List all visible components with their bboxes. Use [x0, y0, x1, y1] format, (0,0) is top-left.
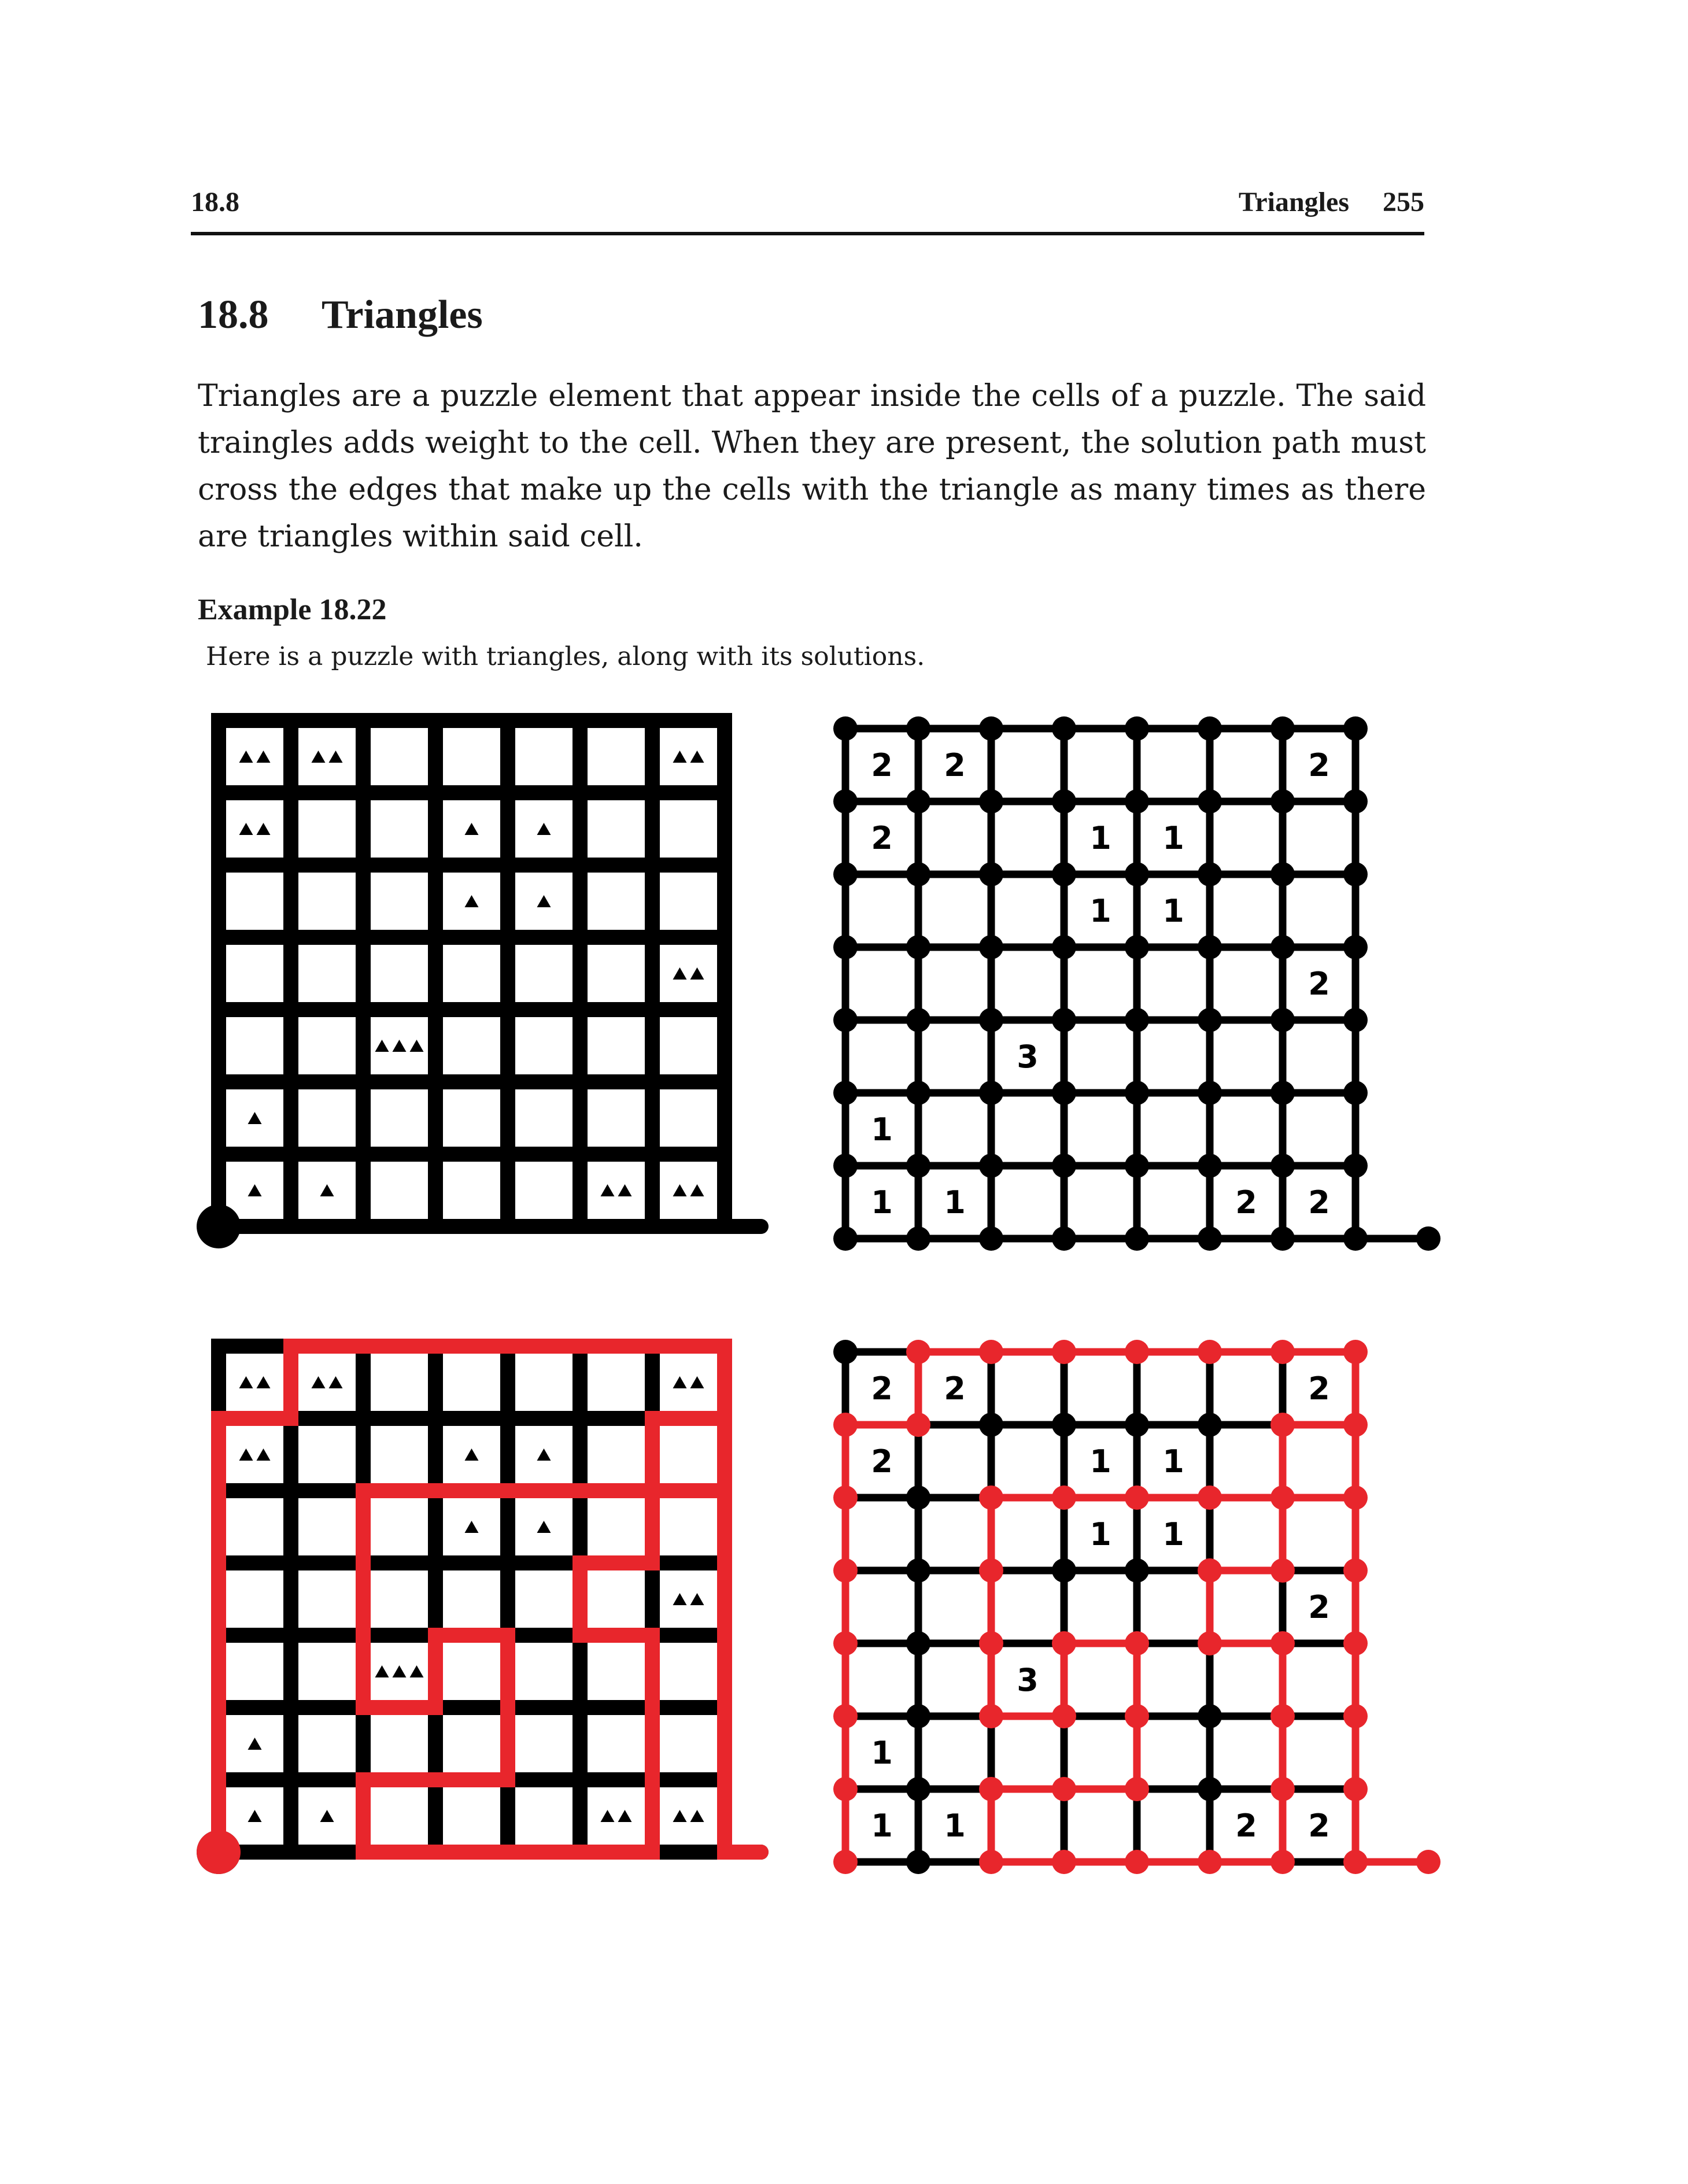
page-number: 255: [1383, 187, 1424, 217]
grid-cell: [588, 1498, 645, 1555]
vertex-dot: [1198, 935, 1222, 959]
grid-cell: [588, 728, 645, 785]
grid-cell: [226, 1570, 283, 1628]
cell-weight-label: 1: [1162, 1443, 1184, 1480]
vertex-dot: [1270, 1485, 1295, 1510]
cell-weight-label: 2: [871, 1370, 893, 1407]
cell-weight-label: 2: [1308, 966, 1330, 1002]
vertex-dot: [1343, 716, 1368, 741]
vertex-dot: [833, 935, 858, 959]
vertex-dot: [1343, 1226, 1368, 1251]
cell-weight-label: 2: [944, 1370, 966, 1407]
vertex-dot: [833, 1008, 858, 1032]
grid-cell: [660, 1089, 717, 1147]
grid-cell: [298, 1643, 356, 1700]
grid-cell: [443, 1017, 500, 1074]
vertex-dot: [1270, 1558, 1295, 1583]
vertex-dot: [1198, 862, 1222, 886]
vertex-dot: [1052, 1340, 1076, 1364]
grid-cell: [298, 728, 356, 785]
grid-cell: [660, 1017, 717, 1074]
cell-weight-label: 2: [871, 1443, 893, 1480]
vertex-dot: [1270, 1340, 1295, 1364]
grid-cell: [588, 945, 645, 1002]
vertex-dot: [1198, 1631, 1222, 1655]
vertex-dot: [1270, 862, 1295, 886]
cell-weight-label: 2: [1235, 1808, 1257, 1844]
grid-cell: [588, 1570, 645, 1628]
vertex-dot: [833, 1850, 858, 1874]
vertex-dot: [1125, 1081, 1149, 1105]
vertex-dot: [1052, 1154, 1076, 1178]
vertex-dot: [1198, 1154, 1222, 1178]
vertex-dot: [979, 935, 1003, 959]
grid-cell: [515, 945, 572, 1002]
grid-cell: [588, 1787, 645, 1845]
vertex-dot: [979, 789, 1003, 814]
grid-cell: [515, 1570, 572, 1628]
vertex-dot: [1052, 1777, 1076, 1801]
vertex-dot: [1125, 1850, 1149, 1874]
grid-cell: [660, 728, 717, 785]
grid-cell: [371, 873, 428, 930]
vertex-dot: [979, 1704, 1003, 1728]
vertex-dot: [1052, 1413, 1076, 1437]
vertex-dot: [833, 1558, 858, 1583]
cell-weight-label: 2: [1308, 1184, 1330, 1221]
grid-cell: [660, 873, 717, 930]
vertex-dot: [833, 1704, 858, 1728]
vertex-dot: [906, 1081, 930, 1105]
vertex-dot: [906, 716, 930, 741]
vertex-dot: [1343, 1413, 1368, 1437]
grid-cell: [371, 1354, 428, 1411]
grid-cell: [443, 1162, 500, 1219]
section-number: 18.8: [198, 293, 269, 337]
grid-cell: [660, 945, 717, 1002]
grid-cell: [515, 1715, 572, 1772]
grid-cell: [371, 1426, 428, 1483]
grid-cell: [515, 728, 572, 785]
grid-cell: [515, 1354, 572, 1411]
vertex-dot: [1270, 1154, 1295, 1178]
vertex-dot: [833, 1631, 858, 1655]
vertex-dot: [1343, 1154, 1368, 1178]
example-title: Example 18.22: [198, 593, 387, 626]
puzzle-graph: [833, 716, 1440, 1251]
vertex-dot: [906, 1154, 930, 1178]
vertex-dot: [1343, 1485, 1368, 1510]
vertex-dot: [1198, 1340, 1222, 1364]
solution-graph: [833, 1340, 1440, 1874]
vertex-dot: [1125, 862, 1149, 886]
vertex-dot: [1052, 1704, 1076, 1728]
vertex-dot: [1052, 1850, 1076, 1874]
grid-cell: [371, 1498, 428, 1555]
vertex-dot: [979, 862, 1003, 886]
vertex-dot: [1198, 1413, 1222, 1437]
grid-cell: [226, 1017, 283, 1074]
cell-weight-label: 1: [1162, 820, 1184, 856]
grid-cell: [443, 728, 500, 785]
vertex-dot: [906, 1631, 930, 1655]
vertex-dot: [906, 1704, 930, 1728]
exit-dot: [1416, 1850, 1440, 1874]
vertex-dot: [833, 1777, 858, 1801]
cell-weight-label: 1: [1089, 1443, 1111, 1480]
vertex-dot: [1198, 1558, 1222, 1583]
vertex-dot: [1270, 1226, 1295, 1251]
cell-weight-label: 2: [1235, 1184, 1257, 1221]
vertex-dot: [1198, 1777, 1222, 1801]
grid-cell: [660, 800, 717, 858]
cell-weight-label: 1: [1162, 1516, 1184, 1553]
grid-cell: [298, 1089, 356, 1147]
vertex-dot: [1343, 1777, 1368, 1801]
vertex-dot: [1270, 789, 1295, 814]
vertex-dot: [1125, 1226, 1149, 1251]
cell-weight-label: 1: [944, 1808, 966, 1844]
grid-cell: [298, 1426, 356, 1483]
cell-weight-label: 2: [944, 747, 966, 784]
grid-cell: [443, 945, 500, 1002]
vertex-dot: [1052, 716, 1076, 741]
vertex-dot: [1343, 1558, 1368, 1583]
vertex-dot: [1052, 1081, 1076, 1105]
cell-weight-label: 1: [1089, 820, 1111, 856]
vertex-dot: [979, 1777, 1003, 1801]
vertex-dot: [1125, 1008, 1149, 1032]
solution-blocks: [197, 1339, 761, 1874]
section-title: Triangles: [322, 293, 483, 337]
vertex-dot: [979, 1226, 1003, 1251]
vertex-dot: [906, 1777, 930, 1801]
grid-cell: [226, 1426, 283, 1483]
grid-cell: [515, 1162, 572, 1219]
vertex-dot: [979, 1340, 1003, 1364]
grid-cell: [371, 1715, 428, 1772]
cell-weight-label: 2: [1308, 747, 1330, 784]
vertex-dot: [1343, 1340, 1368, 1364]
vertex-dot: [906, 1850, 930, 1874]
vertex-dot: [833, 789, 858, 814]
grid-cell: [588, 1426, 645, 1483]
vertex-dot: [1125, 716, 1149, 741]
vertex-dot: [979, 716, 1003, 741]
vertex-dot: [833, 1226, 858, 1251]
grid-cell: [443, 1354, 500, 1411]
cell-weight-label: 1: [1089, 1516, 1111, 1553]
vertex-dot: [906, 1008, 930, 1032]
vertex-dot: [979, 1081, 1003, 1105]
vertex-dot: [1198, 1704, 1222, 1728]
grid-cell: [443, 1089, 500, 1147]
cell-weight-label: 2: [1308, 1370, 1330, 1407]
vertex-dot: [906, 1413, 930, 1437]
vertex-dot: [1270, 1413, 1295, 1437]
grid-cell: [298, 800, 356, 858]
vertex-dot: [1198, 1226, 1222, 1251]
body-paragraph: Triangles are a puzzle element that appear inside the cells of a puzzle. The said traingles adds weight to the cell. When they are present, the solution path must cross the edges that make up the cells with the triangle as many times as there are triangles within said cell.: [198, 379, 1426, 554]
vertex-dot: [906, 1485, 930, 1510]
grid-cell: [298, 1498, 356, 1555]
grid-cell: [660, 1715, 717, 1772]
vertex-dot: [1052, 1631, 1076, 1655]
vertex-dot: [1270, 1850, 1295, 1874]
grid-cell: [588, 1017, 645, 1074]
grid-cell: [226, 1643, 283, 1700]
grid-cell: [298, 1354, 356, 1411]
vertex-dot: [1343, 1008, 1368, 1032]
vertex-dot: [1198, 716, 1222, 741]
cell-weight-label: 1: [944, 1184, 966, 1221]
grid-cell: [226, 945, 283, 1002]
vertex-dot: [833, 862, 858, 886]
vertex-dot: [1343, 1704, 1368, 1728]
grid-cell: [371, 728, 428, 785]
grid-cell: [298, 873, 356, 930]
cell-weight-label: 1: [1162, 893, 1184, 929]
vertex-dot: [1270, 1704, 1295, 1728]
cell-weight-label: 3: [1017, 1662, 1039, 1698]
vertex-dot: [979, 1154, 1003, 1178]
vertex-dot: [1343, 862, 1368, 886]
running-head-title: Triangles: [1238, 187, 1349, 217]
grid-cell: [588, 800, 645, 858]
grid-cell: [443, 1643, 500, 1700]
cell-weight-label: 2: [871, 747, 893, 784]
vertex-dot: [833, 1154, 858, 1178]
vertex-dot: [979, 1008, 1003, 1032]
cell-weight-label: 1: [871, 1808, 893, 1844]
vertex-dot: [1343, 1850, 1368, 1874]
grid-cell: [226, 800, 283, 858]
vertex-dot: [979, 1631, 1003, 1655]
vertex-dot: [1052, 1485, 1076, 1510]
vertex-dot: [833, 1413, 858, 1437]
vertex-dot: [1125, 1704, 1149, 1728]
puzzle-blocks: [197, 713, 761, 1248]
vertex-dot: [1052, 862, 1076, 886]
grid-cell: [371, 945, 428, 1002]
grid-cell: [515, 1643, 572, 1700]
vertex-dot: [979, 1413, 1003, 1437]
grid-cell: [660, 1643, 717, 1700]
cell-weight-label: 3: [1017, 1039, 1039, 1075]
vertex-dot: [1270, 1631, 1295, 1655]
cell-weight-label: 1: [1089, 893, 1111, 929]
grid-cell: [515, 1017, 572, 1074]
vertex-dot: [1052, 789, 1076, 814]
grid-cell: [371, 1787, 428, 1845]
grid-cell: [660, 1426, 717, 1483]
grid-cell: [515, 1787, 572, 1845]
grid-cell: [443, 1715, 500, 1772]
grid-cell: [371, 1089, 428, 1147]
vertex-dot: [906, 1226, 930, 1251]
grid-cell: [443, 1570, 500, 1628]
vertex-dot: [906, 862, 930, 886]
grid-cell: [226, 1354, 283, 1411]
vertex-dot: [1270, 935, 1295, 959]
vertex-dot: [1198, 789, 1222, 814]
grid-cell: [660, 1498, 717, 1555]
vertex-dot: [833, 1081, 858, 1105]
vertex-dot: [906, 1340, 930, 1364]
vertex-dot: [1270, 716, 1295, 741]
cell-weight-label: 1: [871, 1735, 893, 1771]
vertex-dot: [979, 1558, 1003, 1583]
vertex-dot: [1125, 1413, 1149, 1437]
vertex-dot: [1125, 1631, 1149, 1655]
vertex-dot: [1343, 935, 1368, 959]
cell-weight-label: 2: [1308, 1808, 1330, 1844]
start-circle: [197, 1204, 241, 1248]
grid-cell: [588, 873, 645, 930]
vertex-dot: [1052, 1226, 1076, 1251]
vertex-dot: [1270, 1008, 1295, 1032]
vertex-dot: [833, 1340, 858, 1364]
vertex-dot: [1052, 1558, 1076, 1583]
vertex-dot: [1125, 1485, 1149, 1510]
exit-dot: [1416, 1226, 1440, 1251]
grid-cell: [660, 1787, 717, 1845]
grid-cell: [371, 1570, 428, 1628]
grid-cell: [443, 1787, 500, 1845]
vertex-dot: [1270, 1777, 1295, 1801]
grid-cell: [660, 1354, 717, 1411]
vertex-dot: [906, 935, 930, 959]
vertex-dot: [1198, 1008, 1222, 1032]
cell-weight-label: 2: [1308, 1589, 1330, 1625]
vertex-dot: [1343, 1081, 1368, 1105]
grid-cell: [226, 1498, 283, 1555]
grid-cell: [588, 1643, 645, 1700]
cell-weight-label: 1: [871, 1184, 893, 1221]
vertex-dot: [1125, 1154, 1149, 1178]
grid-cell: [660, 1162, 717, 1219]
vertex-dot: [1052, 935, 1076, 959]
vertex-dot: [979, 1850, 1003, 1874]
grid-cell: [298, 1017, 356, 1074]
vertex-dot: [906, 789, 930, 814]
grid-cell: [588, 1089, 645, 1147]
vertex-dot: [1125, 1340, 1149, 1364]
example-text: Here is a puzzle with triangles, along with its solutions.: [206, 642, 925, 671]
grid-cell: [588, 1715, 645, 1772]
vertex-dot: [1125, 1558, 1149, 1583]
grid-cell: [298, 945, 356, 1002]
running-head-section: 18.8: [191, 187, 239, 217]
vertex-dot: [1125, 1777, 1149, 1801]
grid-cell: [588, 1162, 645, 1219]
vertex-dot: [1052, 1008, 1076, 1032]
vertex-dot: [906, 1558, 930, 1583]
grid-cell: [298, 1715, 356, 1772]
grid-cell: [515, 1089, 572, 1147]
vertex-dot: [1125, 935, 1149, 959]
grid-cell: [298, 1570, 356, 1628]
cell-weight-label: 1: [871, 1111, 893, 1148]
vertex-dot: [833, 716, 858, 741]
vertex-dot: [1270, 1081, 1295, 1105]
grid-cell: [226, 873, 283, 930]
grid-cell: [588, 1354, 645, 1411]
vertex-dot: [1343, 1631, 1368, 1655]
grid-cell: [371, 800, 428, 858]
grid-cell: [371, 1162, 428, 1219]
grid-cell: [660, 1570, 717, 1628]
vertex-dot: [1198, 1485, 1222, 1510]
start-circle: [197, 1830, 241, 1874]
vertex-dot: [979, 1485, 1003, 1510]
vertex-dot: [1343, 789, 1368, 814]
grid-cell: [226, 728, 283, 785]
vertex-dot: [833, 1485, 858, 1510]
vertex-dot: [1198, 1081, 1222, 1105]
vertex-dot: [1125, 789, 1149, 814]
cell-weight-label: 2: [871, 820, 893, 856]
vertex-dot: [1198, 1850, 1222, 1874]
